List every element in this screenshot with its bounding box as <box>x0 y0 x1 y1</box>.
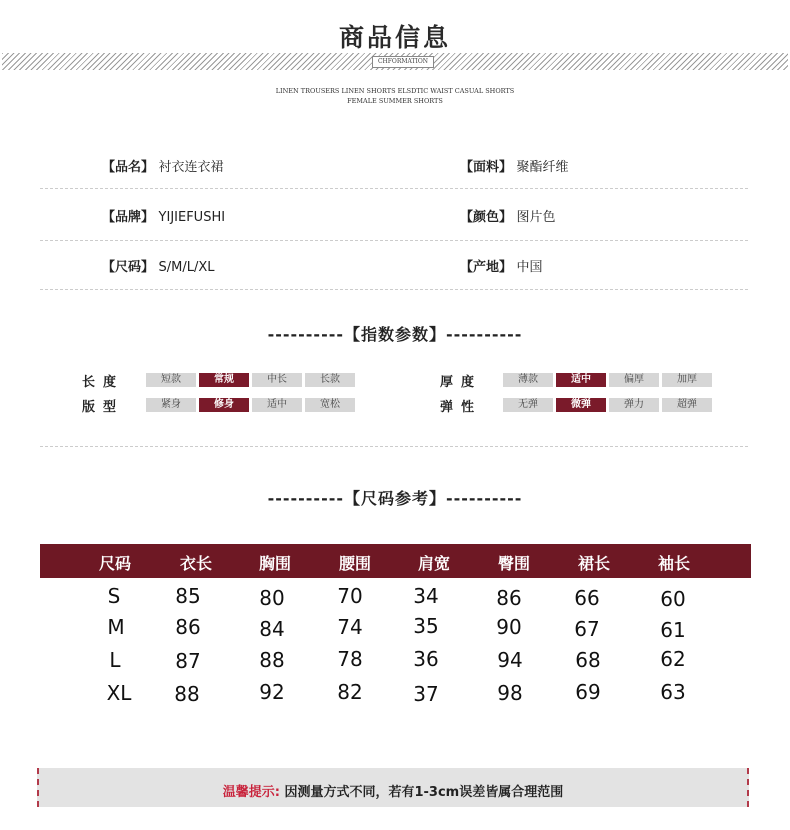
table-cell: 94 <box>497 648 523 672</box>
param-option-selected: 微弹 <box>556 398 606 412</box>
info-label: 【尺码】 <box>102 260 155 275</box>
param-option: 适中 <box>252 398 302 412</box>
table-cell: 88 <box>174 682 200 706</box>
notice-text: 因测量方式不同，若有1-3cm误差皆属合理范围 <box>284 785 564 800</box>
notice-box <box>37 768 749 807</box>
table-cell: 88 <box>259 648 285 672</box>
table-cell: L <box>109 648 121 672</box>
params-section-title: ----------【指数参数】---------- <box>267 325 523 344</box>
info-item-size <box>102 256 215 275</box>
param-label-fit: 版型 <box>82 400 125 415</box>
param-option: 弹力 <box>609 398 659 412</box>
info-value: 聚酯纤维 <box>516 160 569 175</box>
info-label: 【产地】 <box>460 260 513 275</box>
table-cell: 63 <box>660 680 686 704</box>
divider <box>40 240 748 241</box>
column-header: 臀围 <box>497 554 530 573</box>
param-option: 宽松 <box>305 398 355 412</box>
info-label: 【品牌】 <box>102 210 155 225</box>
column-header: 尺码 <box>98 554 131 573</box>
notice-label: 温馨提示: <box>222 785 280 800</box>
table-cell: 61 <box>660 618 686 642</box>
info-value: YIJIEFUSHI <box>158 210 226 225</box>
table-cell: 36 <box>413 647 439 671</box>
table-cell: 62 <box>660 647 686 671</box>
table-cell: M <box>107 615 125 639</box>
table-cell: XL <box>106 681 132 705</box>
size-section-title: ----------【尺码参考】---------- <box>267 489 523 508</box>
table-cell: 80 <box>259 586 285 610</box>
param-label-length: 长度 <box>82 375 125 390</box>
param-option-selected: 适中 <box>556 373 606 387</box>
table-cell: 37 <box>413 682 439 706</box>
table-cell: 67 <box>574 617 600 641</box>
table-cell: 78 <box>337 647 363 671</box>
table-cell: 60 <box>660 587 686 611</box>
table-cell: 34 <box>413 584 439 608</box>
table-cell: 74 <box>337 615 363 639</box>
english-subtitle <box>250 86 540 106</box>
info-value: 衬衣连衣裙 <box>158 160 224 175</box>
info-value: 图片色 <box>516 210 556 225</box>
info-label: 【面料】 <box>460 160 513 175</box>
param-option: 加厚 <box>662 373 712 387</box>
table-cell: 66 <box>574 586 600 610</box>
subtitle-line: FEMALE SUMMER SHORTS <box>347 97 443 105</box>
param-option: 长款 <box>305 373 355 387</box>
table-cell: 85 <box>175 584 201 608</box>
table-cell: 90 <box>496 615 522 639</box>
divider <box>40 289 748 290</box>
table-cell: 98 <box>497 681 523 705</box>
page-title: 商品信息 <box>338 23 451 52</box>
table-cell: 70 <box>337 584 363 608</box>
table-cell: 35 <box>413 614 439 638</box>
info-label: 【品名】 <box>102 160 155 175</box>
param-option: 紧身 <box>146 398 196 412</box>
table-cell: 84 <box>259 617 285 641</box>
param-option-selected: 常规 <box>199 373 249 387</box>
param-option: 薄款 <box>503 373 553 387</box>
column-header: 衣长 <box>179 554 212 573</box>
info-value: 中国 <box>516 260 543 275</box>
table-cell: 69 <box>575 680 601 704</box>
notice-line <box>37 781 749 800</box>
column-header: 胸围 <box>258 554 291 573</box>
param-label-thickness: 厚度 <box>440 375 483 390</box>
information-badge: CHFORMATION <box>372 56 434 68</box>
param-option: 中长 <box>252 373 302 387</box>
column-header: 腰围 <box>338 554 371 573</box>
param-option: 超弹 <box>662 398 712 412</box>
info-item-origin <box>460 256 543 275</box>
info-item-brand <box>102 206 225 225</box>
param-label-elasticity: 弹性 <box>440 400 483 415</box>
table-cell: 68 <box>575 648 601 672</box>
param-option: 偏厚 <box>609 373 659 387</box>
table-cell: S <box>107 584 121 608</box>
table-cell: 92 <box>259 680 285 704</box>
divider <box>40 188 748 189</box>
param-option: 无弹 <box>503 398 553 412</box>
param-option: 短款 <box>146 373 196 387</box>
table-cell: 82 <box>337 680 363 704</box>
info-item-color <box>460 206 556 225</box>
column-header: 袖长 <box>657 554 690 573</box>
info-item-name <box>102 156 224 175</box>
divider <box>40 446 748 447</box>
column-header: 裙长 <box>577 554 610 573</box>
table-cell: 87 <box>175 649 201 673</box>
table-cell: 86 <box>175 615 201 639</box>
table-cell: 86 <box>496 586 522 610</box>
info-label: 【颜色】 <box>460 210 513 225</box>
subtitle-line: LINEN TROUSERS LINEN SHORTS ELSDTIC WAIST CASUAL SHORTS <box>275 87 515 95</box>
info-value: S/M/L/XL <box>158 260 215 275</box>
column-header: 肩宽 <box>417 554 450 573</box>
info-item-fabric <box>460 156 569 175</box>
param-option-selected: 修身 <box>199 398 249 412</box>
